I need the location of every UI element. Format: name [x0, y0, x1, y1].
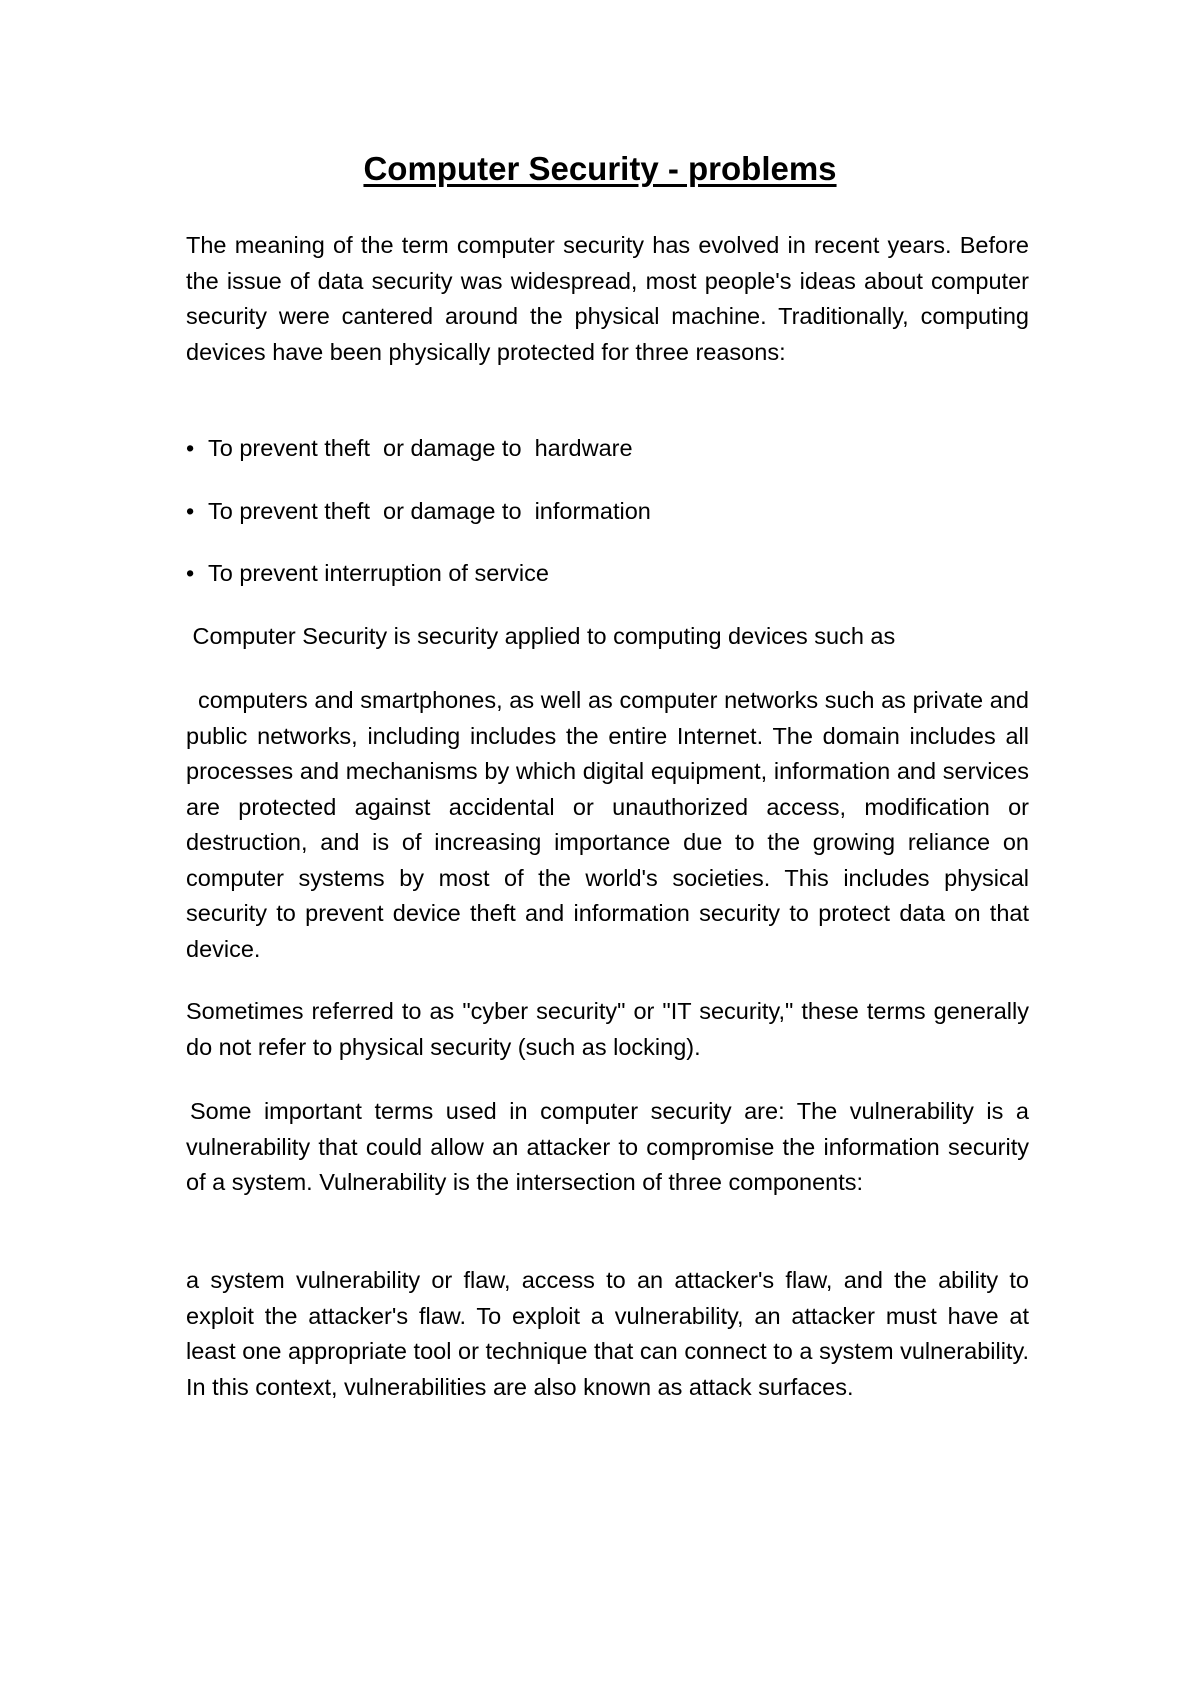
bullet-item — [186, 431, 1029, 467]
document-title: Computer Security - problems — [363, 150, 837, 187]
bullet-text: To prevent theft or damage to hardware — [208, 435, 633, 461]
bullet-icon: • — [186, 560, 195, 586]
paragraph-intro: The meaning of the term computer security has evolved in recent years. Before the issue of data security was widespread, most people's ideas about computer security were cantered around the physical machine. Traditionally, computing devices have been physically protected for three reasons: — [186, 232, 1029, 365]
paragraph-vulnerability: Some important terms used in computer security are: The vulnerability is a vulnerability that could allow an attacker to compromise the information security of a system. Vulnerability is the intersection of three components: — [186, 1098, 1029, 1195]
paragraph-definition-lead: Computer Security is security applied to computing devices such as — [186, 623, 896, 649]
bullet-item — [186, 556, 1029, 592]
paragraph-exploit: a system vulnerability or flaw, access to an attacker's flaw, and the ability to exploit the attacker's flaw. To exploit a vulnerability, an attacker must have at least one appropriate tool or technique that can connect to a system vulnerability. In this context, vulnerabilities are also known as attack surfaces. — [186, 1267, 1029, 1400]
paragraph-definition: computers and smartphones, as well as computer networks such as private and public networks, including includes the entire Internet. The domain includes all processes and mechanisms by which digital equipment, information and services are protected against accidental or unauthorized access, modification or destruction, and is of increasing importance due to the growing reliance on computer systems by most of the world's societies. This includes physical security to prevent device theft and information security to protect data on that device. — [186, 687, 1029, 962]
bullet-icon: • — [186, 498, 195, 524]
bullet-item — [186, 494, 1029, 530]
paragraph-terms: Sometimes referred to as "cyber security" or "IT security," these terms generally do not refer to physical security (such as locking). — [186, 998, 1029, 1060]
bullet-text: To prevent theft or damage to information — [208, 498, 651, 524]
bullet-icon: • — [186, 435, 195, 461]
bullet-text: To prevent interruption of service — [208, 560, 549, 586]
